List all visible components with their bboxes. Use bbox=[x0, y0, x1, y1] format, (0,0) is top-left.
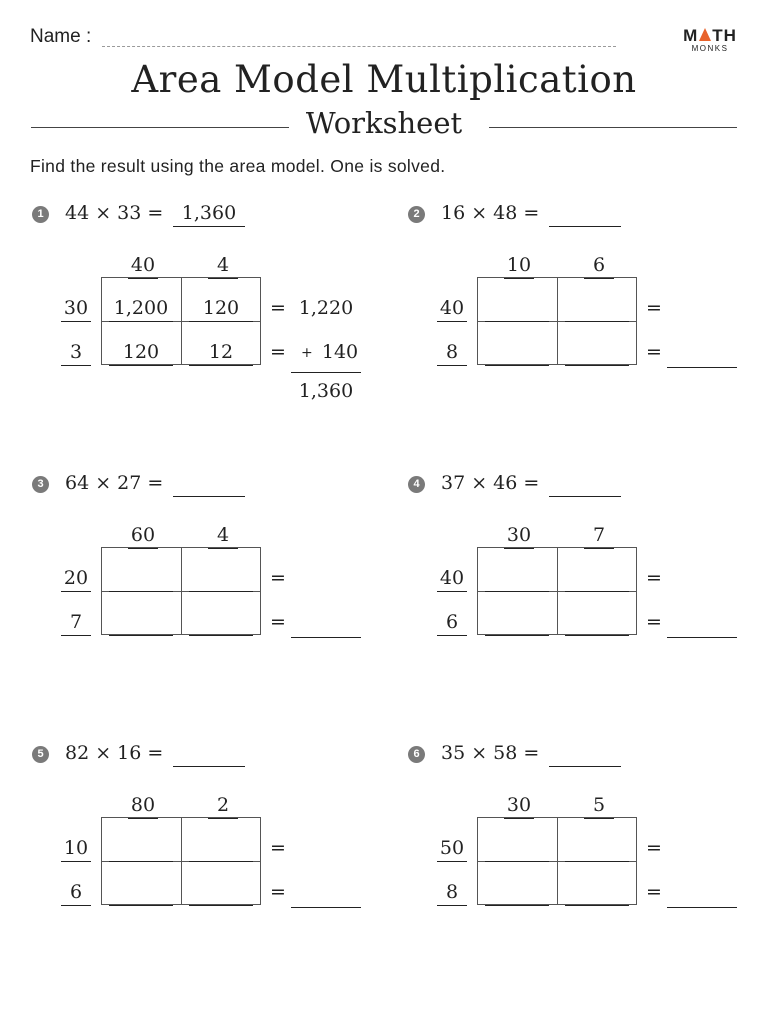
cell-answer-blank[interactable] bbox=[565, 635, 629, 636]
cell-answer-blank[interactable] bbox=[565, 591, 629, 592]
sum-rule bbox=[291, 372, 361, 373]
question-number-badge: 5 bbox=[32, 746, 49, 763]
equals-sign: = bbox=[646, 297, 662, 319]
logo-text-m: M bbox=[683, 26, 699, 45]
row-header-underline bbox=[61, 365, 91, 366]
page-title: Area Model Multiplication bbox=[131, 58, 637, 101]
question-number-badge: 6 bbox=[408, 746, 425, 763]
row-header-underline bbox=[437, 591, 467, 592]
row-header-underline bbox=[437, 905, 467, 906]
cell-answer-blank[interactable] bbox=[109, 591, 173, 592]
problem-4 bbox=[406, 472, 766, 692]
row-header-tens: 50 bbox=[439, 837, 465, 859]
cell-answer-blank[interactable] bbox=[485, 861, 549, 862]
problem-1 bbox=[30, 202, 390, 422]
triangle-icon bbox=[699, 28, 711, 41]
cell-answer-blank[interactable] bbox=[189, 861, 253, 862]
cell-answer-blank[interactable] bbox=[565, 861, 629, 862]
column-header-ones: 2 bbox=[216, 794, 230, 816]
column-header-ones: 6 bbox=[592, 254, 606, 276]
problem-equation: 64 × 27 = bbox=[65, 472, 164, 494]
equals-sign: = bbox=[646, 611, 662, 633]
row-header-underline bbox=[61, 861, 91, 862]
row-header-underline bbox=[61, 591, 91, 592]
total-answer-blank[interactable] bbox=[667, 637, 737, 638]
equals-sign: = bbox=[270, 341, 286, 363]
equals-sign: = bbox=[646, 341, 662, 363]
row-header-ones: 8 bbox=[445, 881, 459, 903]
question-number-badge: 3 bbox=[32, 476, 49, 493]
row-header-underline bbox=[437, 365, 467, 366]
cell-answer-blank[interactable] bbox=[109, 905, 173, 906]
column-header-ones: 7 bbox=[592, 524, 606, 546]
column-header-ones: 4 bbox=[216, 254, 230, 276]
row-header-underline bbox=[437, 861, 467, 862]
column-header-tens: 60 bbox=[130, 524, 156, 546]
cell-answer-blank[interactable] bbox=[565, 905, 629, 906]
problem-2 bbox=[406, 202, 766, 422]
cell-answer-blank[interactable] bbox=[565, 321, 629, 322]
row-header-underline bbox=[61, 321, 91, 322]
cell-answer-blank[interactable] bbox=[189, 365, 253, 366]
problem-6 bbox=[406, 742, 766, 962]
cell-product: 120 bbox=[202, 297, 240, 319]
problem-equation: 37 × 46 = bbox=[441, 472, 540, 494]
logo-text-th: TH bbox=[712, 26, 737, 45]
row-header-tens: 40 bbox=[439, 297, 465, 319]
problem-equation: 16 × 48 = bbox=[441, 202, 540, 224]
problem-3 bbox=[30, 472, 390, 692]
row-header-ones: 3 bbox=[69, 341, 83, 363]
cell-answer-blank[interactable] bbox=[565, 365, 629, 366]
row-header-ones: 7 bbox=[69, 611, 83, 633]
answer-value: 1,360 bbox=[181, 202, 237, 224]
cell-product: 1,200 bbox=[113, 297, 169, 319]
problem-equation: 35 × 58 = bbox=[441, 742, 540, 764]
problem-equation: 82 × 16 = bbox=[65, 742, 164, 764]
cell-answer-blank[interactable] bbox=[485, 635, 549, 636]
cell-answer-blank[interactable] bbox=[485, 321, 549, 322]
row-header-tens: 40 bbox=[439, 567, 465, 589]
row-header-underline bbox=[61, 635, 91, 636]
problem-equation: 44 × 33 = bbox=[65, 202, 164, 224]
row-sum-value: 140 bbox=[321, 341, 359, 363]
answer-blank[interactable] bbox=[549, 766, 621, 767]
cell-answer-blank[interactable] bbox=[485, 365, 549, 366]
column-header-ones: 5 bbox=[592, 794, 606, 816]
page-subtitle: Worksheet bbox=[305, 106, 463, 140]
total-value: 1,360 bbox=[298, 380, 354, 402]
cell-product: 120 bbox=[122, 341, 160, 363]
equals-sign: = bbox=[646, 567, 662, 589]
column-header-ones: 4 bbox=[216, 524, 230, 546]
column-header-tens: 30 bbox=[506, 794, 532, 816]
question-number-badge: 2 bbox=[408, 206, 425, 223]
row-header-ones: 6 bbox=[69, 881, 83, 903]
equals-sign: = bbox=[270, 567, 286, 589]
answer-blank[interactable] bbox=[173, 766, 245, 767]
name-label: Name : bbox=[30, 26, 92, 47]
total-answer-blank[interactable] bbox=[667, 907, 737, 908]
equals-sign: = bbox=[270, 297, 286, 319]
question-number-badge: 4 bbox=[408, 476, 425, 493]
answer-blank[interactable] bbox=[549, 496, 621, 497]
column-header-tens: 40 bbox=[130, 254, 156, 276]
row-header-tens: 20 bbox=[63, 567, 89, 589]
equals-sign: = bbox=[270, 881, 286, 903]
cell-answer-blank[interactable] bbox=[189, 635, 253, 636]
row-header-ones: 6 bbox=[445, 611, 459, 633]
logo-text-monks: MONKS bbox=[691, 44, 729, 53]
row-sum-value: 1,220 bbox=[298, 297, 354, 319]
cell-answer-blank[interactable] bbox=[109, 861, 173, 862]
cell-answer-blank[interactable] bbox=[109, 365, 173, 366]
problem-5 bbox=[30, 742, 390, 962]
row-header-ones: 8 bbox=[445, 341, 459, 363]
name-field[interactable] bbox=[102, 46, 616, 47]
row-header-underline bbox=[61, 905, 91, 906]
equals-sign: = bbox=[646, 837, 662, 859]
plus-sign: + bbox=[301, 345, 313, 361]
row-header-underline bbox=[437, 321, 467, 322]
total-answer-blank[interactable] bbox=[291, 907, 361, 908]
total-answer-blank[interactable] bbox=[667, 367, 737, 368]
equals-sign: = bbox=[646, 881, 662, 903]
title-rule-right bbox=[489, 127, 737, 128]
math-monks-logo bbox=[680, 27, 740, 54]
cell-answer-blank[interactable] bbox=[189, 905, 253, 906]
total-answer-blank[interactable] bbox=[291, 637, 361, 638]
column-header-tens: 30 bbox=[506, 524, 532, 546]
row-header-tens: 10 bbox=[63, 837, 89, 859]
cell-answer-blank[interactable] bbox=[109, 635, 173, 636]
answer-blank[interactable] bbox=[549, 226, 621, 227]
answer-blank[interactable] bbox=[173, 496, 245, 497]
cell-answer-blank[interactable] bbox=[109, 321, 173, 322]
column-header-tens: 10 bbox=[506, 254, 532, 276]
cell-answer-blank[interactable] bbox=[485, 591, 549, 592]
cell-answer-blank[interactable] bbox=[189, 591, 253, 592]
instructions: Find the result using the area model. One is solved. bbox=[30, 156, 446, 176]
cell-answer-blank[interactable] bbox=[189, 321, 253, 322]
row-header-tens: 30 bbox=[63, 297, 89, 319]
cell-product: 12 bbox=[208, 341, 234, 363]
row-header-underline bbox=[437, 635, 467, 636]
cell-answer-blank[interactable] bbox=[485, 905, 549, 906]
equals-sign: = bbox=[270, 611, 286, 633]
column-header-tens: 80 bbox=[130, 794, 156, 816]
answer-blank[interactable] bbox=[173, 226, 245, 227]
question-number-badge: 1 bbox=[32, 206, 49, 223]
equals-sign: = bbox=[270, 837, 286, 859]
